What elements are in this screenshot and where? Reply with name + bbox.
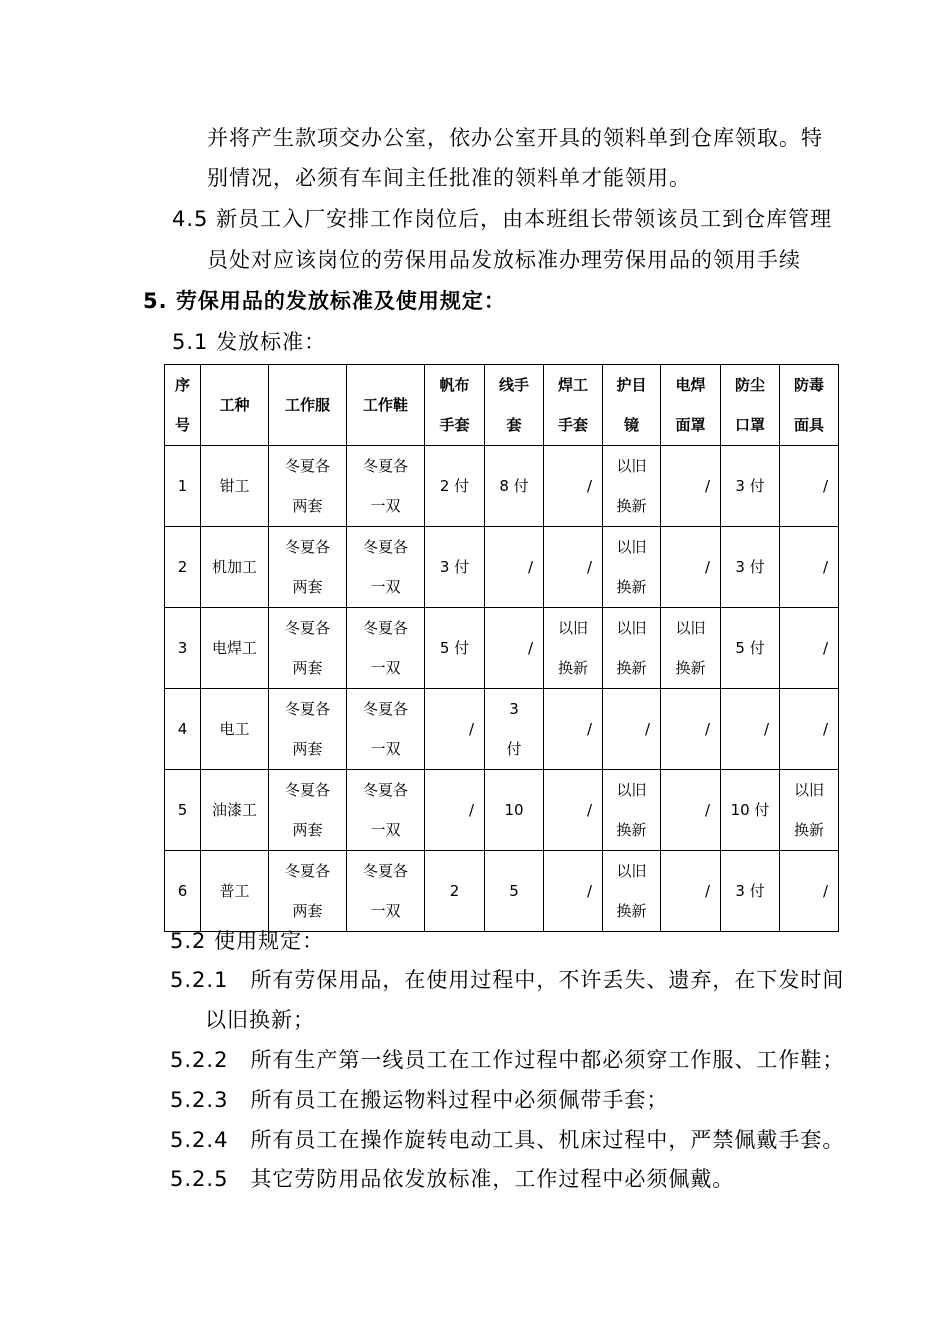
table-cell-line-1: 2 付 [439,477,470,495]
table-cell-line-1: 普工 [219,882,250,900]
table-cell-line-1: 以旧 [675,619,706,637]
table-cell-line-2: 换新 [675,659,706,677]
table-cell-line-2: 一双 [370,821,401,839]
table-cell [425,608,485,689]
table-cell [347,527,425,608]
table-cell [347,608,425,689]
table-cell-line-1: / [644,720,650,738]
header-cell-line-1: 焊工 [557,376,588,394]
intro-line-1: 并将产生款项交办公室，依办公室开具的领料单到仓库领取。特 [207,126,823,150]
table-cell-line-1: / [586,801,592,819]
header-cell-line-1: 工作服 [284,396,330,414]
table-cell-line-1: 1 [177,477,188,495]
table-cell-line-2: 换新 [616,821,647,839]
table-cell-line-1: 5 付 [735,639,765,657]
table-cell [485,689,544,770]
table-cell-line-2: 两套 [292,578,323,596]
table-cell-line-1: 冬夏各 [362,700,408,718]
table-cell-line-1: 冬夏各 [362,457,408,475]
section-5-2-heading: 5.2 使用规定： [170,929,325,953]
table-cell-line-2: 两套 [292,821,323,839]
table-cell-line-1: 钳工 [219,477,250,495]
table-cell-line-2: 一双 [370,659,401,677]
table-cell-line-1: 电工 [219,720,250,738]
table-cell [780,770,839,851]
table-cell-line-1: 5 [177,801,188,819]
table-cell-line-1: 冬夏各 [362,862,408,880]
header-cell-line-1: 防毒 [793,376,824,394]
table-row [165,527,839,608]
intro-line-3: 4.5 新员工入厂安排工作岗位后，由本班组长带领该员工到仓库管理 [172,207,833,231]
table-cell-line-1: / [704,720,710,738]
table-cell [603,851,661,932]
table-cell [780,527,839,608]
table-cell-line-1: 电焊工 [211,639,257,657]
table-cell [165,770,201,851]
table-cell-line-1: 3 [177,639,188,657]
table-cell-line-2: 换新 [616,578,647,596]
header-cell-line-2: 手套 [557,416,588,434]
table-cell-line-1: / [822,477,828,495]
table-cell [544,446,603,527]
table-cell-line-1: 冬夏各 [284,781,330,799]
header-cell [544,365,603,446]
table-cell-line-2: 一双 [370,902,401,920]
header-cell-line-2: 面具 [793,416,824,434]
table-cell [661,851,721,932]
table-cell-line-1: / [822,558,828,576]
table-cell-line-1: 冬夏各 [284,457,330,475]
table-cell-line-1: 冬夏各 [362,781,408,799]
table-cell-line-1: 机加工 [211,558,257,576]
table-cell [201,446,269,527]
rule-5-2-5: 5.2.5 其它劳防用品依发放标准，工作过程中必须佩戴。 [170,1167,735,1191]
table-cell [425,689,485,770]
header-cell-line-2: 号 [174,416,190,434]
table-cell-line-1: 冬夏各 [284,700,330,718]
table-cell [165,689,201,770]
table-cell-line-2: 两套 [292,659,323,677]
table-cell [603,770,661,851]
table-header-row [165,365,839,446]
header-cell-line-2: 手套 [439,416,470,434]
table-cell-line-1: 4 [177,720,188,738]
table-cell [544,527,603,608]
table-cell [425,446,485,527]
table-cell-line-2: 一双 [370,578,401,596]
table-cell [603,527,661,608]
header-cell [201,365,269,446]
table-cell-line-1: 冬夏各 [284,619,330,637]
table-cell [201,608,269,689]
table-cell-line-1: 3 付 [735,882,765,900]
table-cell [347,689,425,770]
table-cell-line-1: / [704,801,710,819]
header-cell-line-1: 工作鞋 [362,396,408,414]
table-cell [661,446,721,527]
rule-5-2-2: 5.2.2 所有生产第一线员工在工作过程中都必须穿工作服、工作鞋； [170,1048,845,1072]
table-cell-line-1: / [763,720,769,738]
header-cell-line-1: 序 [174,376,190,394]
table-cell-line-2: 换新 [616,902,647,920]
intro-line-4: 员处对应该岗位的劳保用品发放标准办理劳保用品的领用手续 [207,248,801,272]
table-cell-line-1: 以旧 [616,457,647,475]
table-cell [425,770,485,851]
table-cell-line-1: / [704,882,710,900]
header-cell-line-1: 防尘 [734,376,765,394]
table-cell-line-1: 5 付 [439,639,470,657]
table-cell-line-1: 以旧 [616,538,647,556]
table-cell-line-1: 以旧 [616,619,647,637]
rule-5-2-1-line-2: 以旧换新； [205,1008,315,1032]
header-cell [165,365,201,446]
table-cell [165,527,201,608]
table-cell [485,608,544,689]
table-cell [544,608,603,689]
table-cell-line-1: 3 付 [439,558,470,576]
table-cell [347,851,425,932]
table-row [165,770,839,851]
table-cell-line-1: / [586,720,592,738]
header-cell [603,365,661,446]
table-cell-line-1: 6 [177,882,188,900]
header-cell-line-2: 镜 [623,416,639,434]
header-cell-line-2: 口罩 [734,416,765,434]
table-cell-line-2: 换新 [616,659,647,677]
table-cell [485,527,544,608]
header-cell [425,365,485,446]
table-cell [721,851,780,932]
table-cell-line-1: 油漆工 [211,801,257,819]
table-cell [165,608,201,689]
table-cell [347,446,425,527]
table-cell [780,689,839,770]
table-cell-line-1: / [822,639,828,657]
header-cell [780,365,839,446]
section-5-heading: 5. 劳保用品的发放标准及使用规定： [143,289,506,313]
header-cell [485,365,544,446]
table-cell-line-1: / [822,720,828,738]
table-cell [661,608,721,689]
section-5-1-heading: 5.1 发放标准： [172,330,327,354]
issuance-standard-table [164,364,839,932]
table-cell-line-1: / [586,558,592,576]
header-cell [721,365,780,446]
table-cell [201,689,269,770]
table-cell-line-2: 换新 [557,659,588,677]
table-cell-line-1: / [586,882,592,900]
table-cell-line-1: 2 [449,882,460,900]
header-cell-line-1: 工种 [219,396,250,414]
table-cell [780,446,839,527]
table-cell [721,689,780,770]
table-cell [165,851,201,932]
table-cell [544,851,603,932]
table-cell-line-1: 冬夏各 [284,538,330,556]
table-cell-line-1: 5 [509,882,519,900]
table-cell-line-1: / [704,558,710,576]
table-cell-line-2: 换新 [616,497,647,515]
table-row [165,689,839,770]
table-cell-line-1: / [468,720,474,738]
table-cell [269,851,347,932]
table-cell-line-1: 3 [509,700,519,718]
table-cell [603,689,661,770]
header-cell [661,365,721,446]
table-cell [201,770,269,851]
table-cell-line-1: 冬夏各 [284,862,330,880]
table-cell [269,446,347,527]
table-cell-line-2: 两套 [292,740,323,758]
rule-5-2-3: 5.2.3 所有员工在搬运物料过程中必须佩带手套； [170,1088,669,1112]
table-cell-line-1: / [822,882,828,900]
table-cell-line-1: 冬夏各 [362,619,408,637]
table-cell [721,446,780,527]
table-cell [661,527,721,608]
table-cell-line-1: / [527,639,533,657]
intro-line-2: 别情况，必须有车间主任批准的领料单才能领用。 [207,166,691,190]
table-cell [661,689,721,770]
table-cell [721,608,780,689]
table-cell [661,770,721,851]
header-cell [269,365,347,446]
table-cell-line-1: 以旧 [616,862,647,880]
table-cell-line-2: 一双 [370,740,401,758]
table-cell [544,689,603,770]
rule-5-2-1-line-1: 5.2.1 所有劳保用品，在使用过程中，不许丢失、遗弃，在下发时间 [170,968,845,992]
table-cell-line-1: 3 付 [735,477,765,495]
table-cell-line-2: 两套 [292,497,323,515]
header-cell-line-1: 电焊 [675,376,706,394]
table-cell-line-1: / [468,801,474,819]
table-cell [269,770,347,851]
table-cell [485,851,544,932]
table-cell [485,446,544,527]
table-cell [780,608,839,689]
header-cell-line-1: 护目 [616,376,647,394]
table-cell-line-1: / [586,477,592,495]
table-cell [347,770,425,851]
table-cell-line-1: 以旧 [557,619,588,637]
table-cell-line-1: 2 [177,558,188,576]
table-cell [201,527,269,608]
table-cell [269,608,347,689]
table-cell [269,527,347,608]
table-cell [165,446,201,527]
table-cell-line-1: 3 付 [735,558,765,576]
table-cell-line-2: 一双 [370,497,401,515]
rule-5-2-4: 5.2.4 所有员工在操作旋转电动工具、机床过程中，严禁佩戴手套。 [170,1128,845,1152]
header-cell-line-1: 线手 [498,376,529,394]
table-cell-line-1: / [704,477,710,495]
table-cell-line-1: 以旧 [616,781,647,799]
header-cell-line-2: 套 [506,416,522,434]
table-cell [721,770,780,851]
table-cell-line-1: 冬夏各 [362,538,408,556]
header-cell-line-2: 面罩 [675,416,706,434]
table-cell [425,527,485,608]
table-cell-line-1: 以旧 [793,781,824,799]
table-cell-line-2: 付 [506,740,522,758]
header-cell-line-1: 帆布 [439,376,470,394]
table-cell-line-2: 换新 [793,821,824,839]
table-row [165,608,839,689]
table-cell [425,851,485,932]
table-row [165,446,839,527]
table-cell [603,608,661,689]
table-cell-line-2: 两套 [292,902,323,920]
table-cell [721,527,780,608]
table-cell-line-1: 10 [504,801,524,819]
table-cell-line-1: 10 付 [730,801,770,819]
table-cell-line-1: 8 付 [499,477,529,495]
table-cell [544,770,603,851]
header-cell [347,365,425,446]
table-row [165,851,839,932]
table-cell [485,770,544,851]
table-cell-line-1: / [527,558,533,576]
table-cell [201,851,269,932]
table-cell [269,689,347,770]
table-cell [780,851,839,932]
table-cell [603,446,661,527]
